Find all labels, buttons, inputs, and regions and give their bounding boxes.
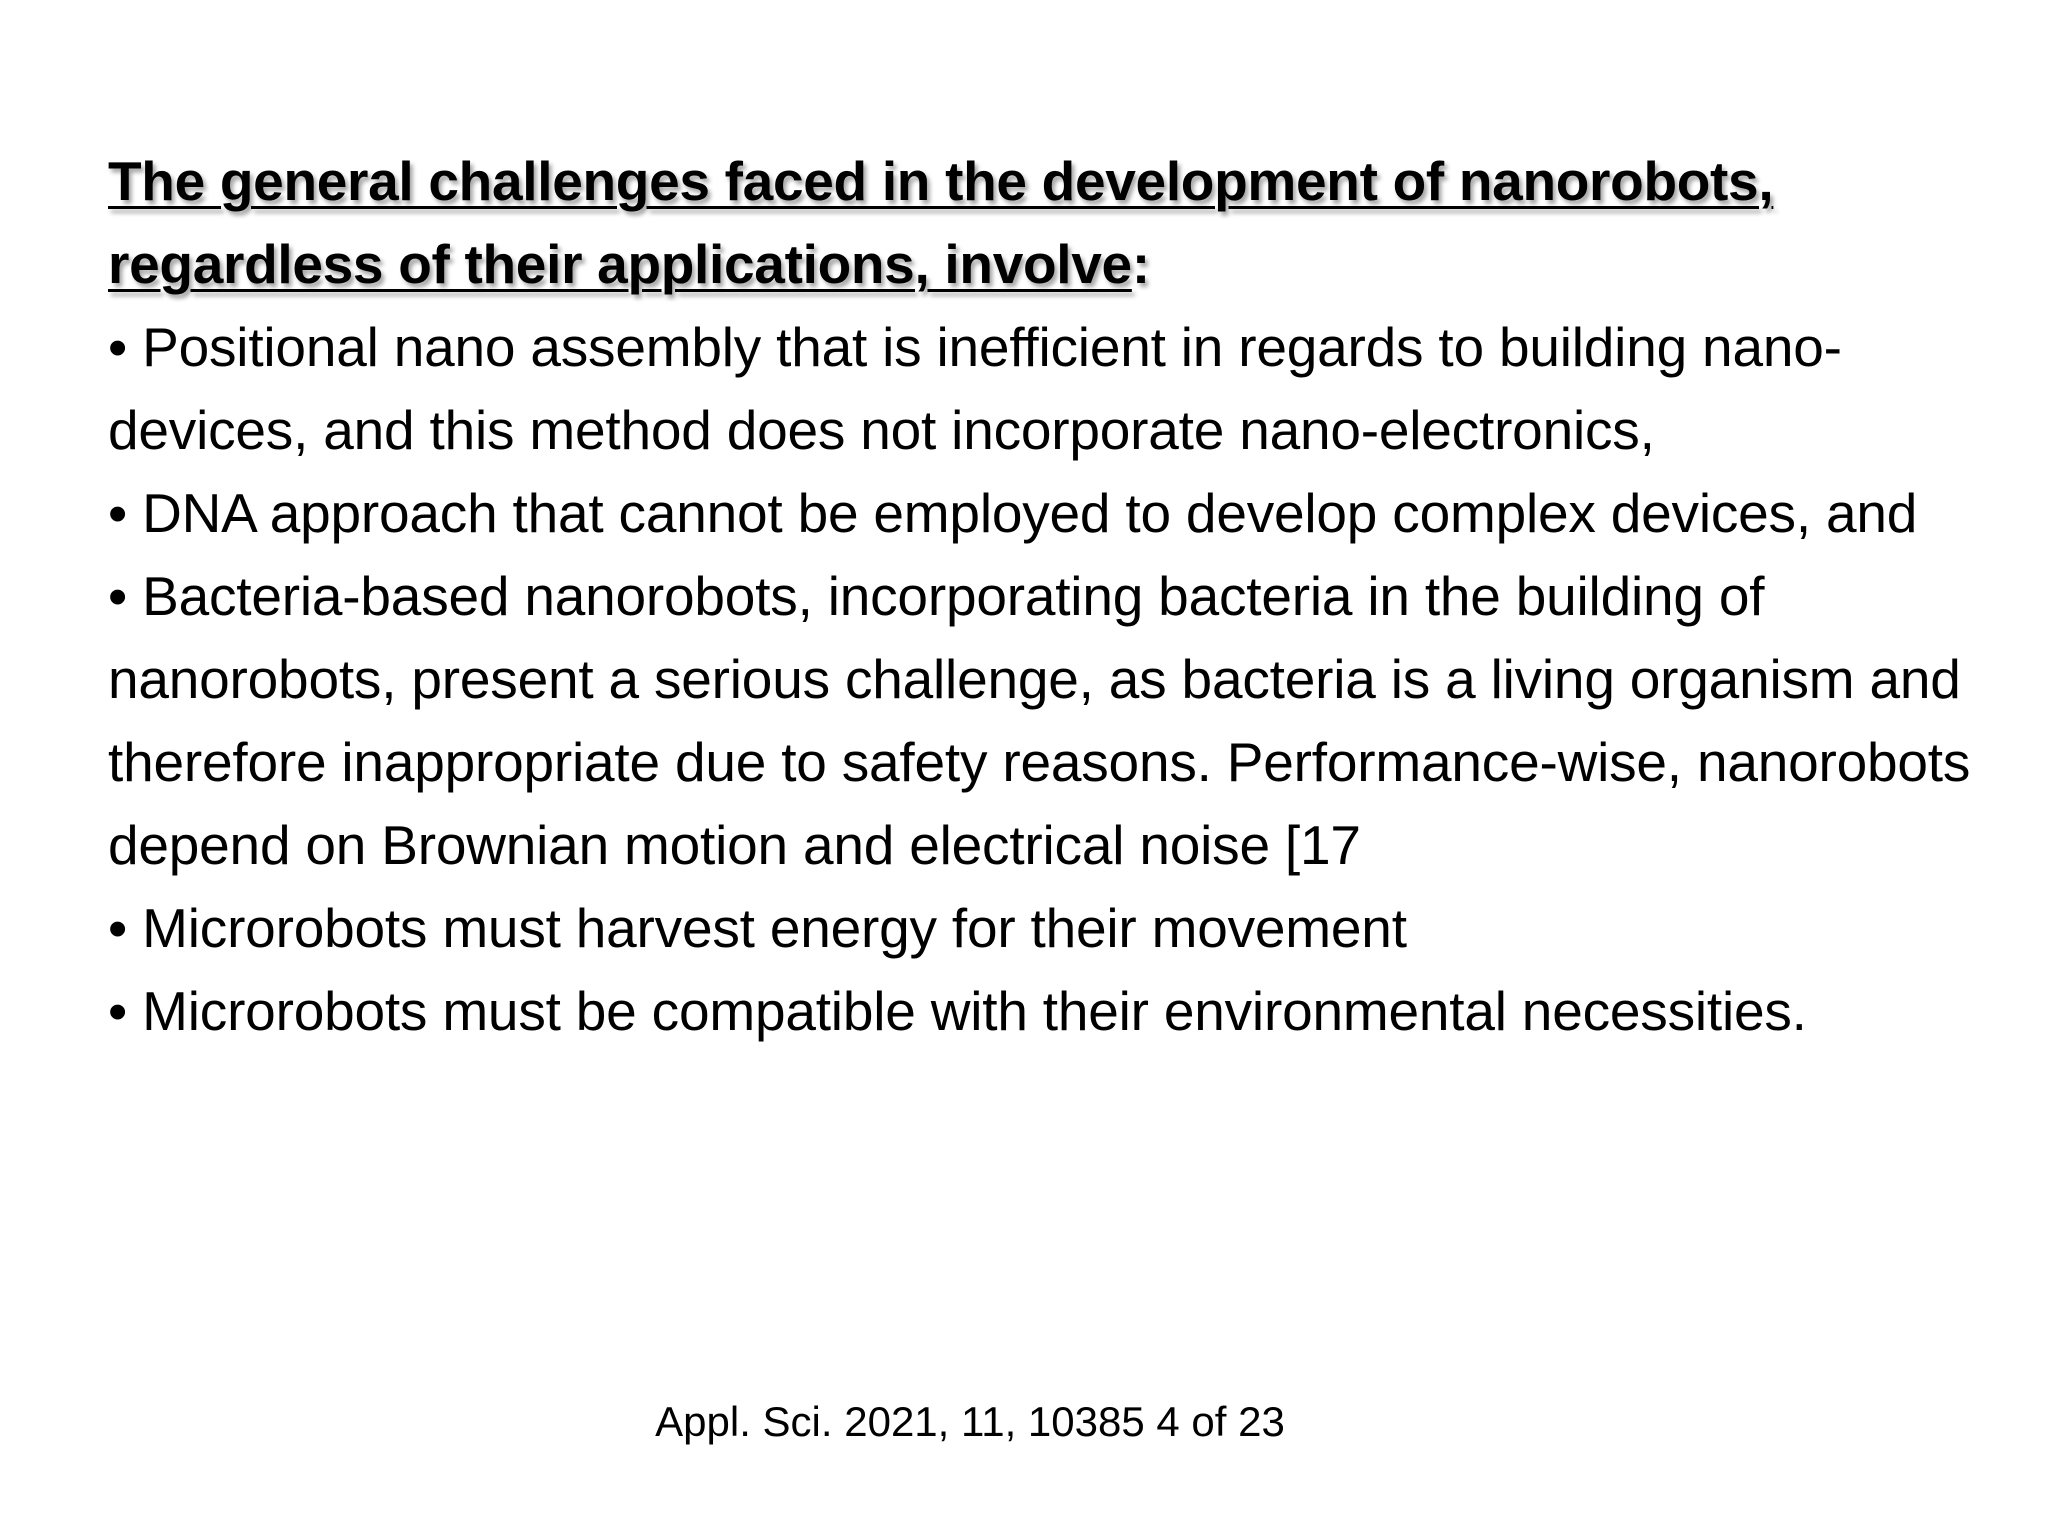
slide-content: [108, 140, 1988, 1053]
bullet-item: • DNA approach that cannot be employed to develop complex devices, and: [108, 482, 1918, 544]
slide-heading: [108, 140, 1988, 306]
bullet-list: [108, 306, 1988, 1053]
bullet-item: • Microrobots must harvest energy for their movement: [108, 897, 1407, 959]
citation-footer: Appl. Sci. 2021, 11, 10385 4 of 23: [655, 1398, 1285, 1445]
heading-colon: :: [1131, 233, 1150, 295]
bullet-item: • Positional nano assembly that is inefficient in regards to building nano-devices, and this method does not incorporate nano-electronics,: [108, 316, 1842, 461]
bullet-item: • Microrobots must be compatible with their environmental necessities.: [108, 980, 1807, 1042]
heading-underlined-text: The general challenges faced in the development of nanorobots, regardless of their applications, involve: [108, 150, 1774, 295]
bullet-item: • Bacteria-based nanorobots, incorporating bacteria in the building of nanorobots, present a serious challenge, as bacteria is a living organism and therefore inappropriate due to safety reasons. Performance-wise, nanorobots depend on Brownian motion and electrical noise [17: [108, 565, 1971, 876]
